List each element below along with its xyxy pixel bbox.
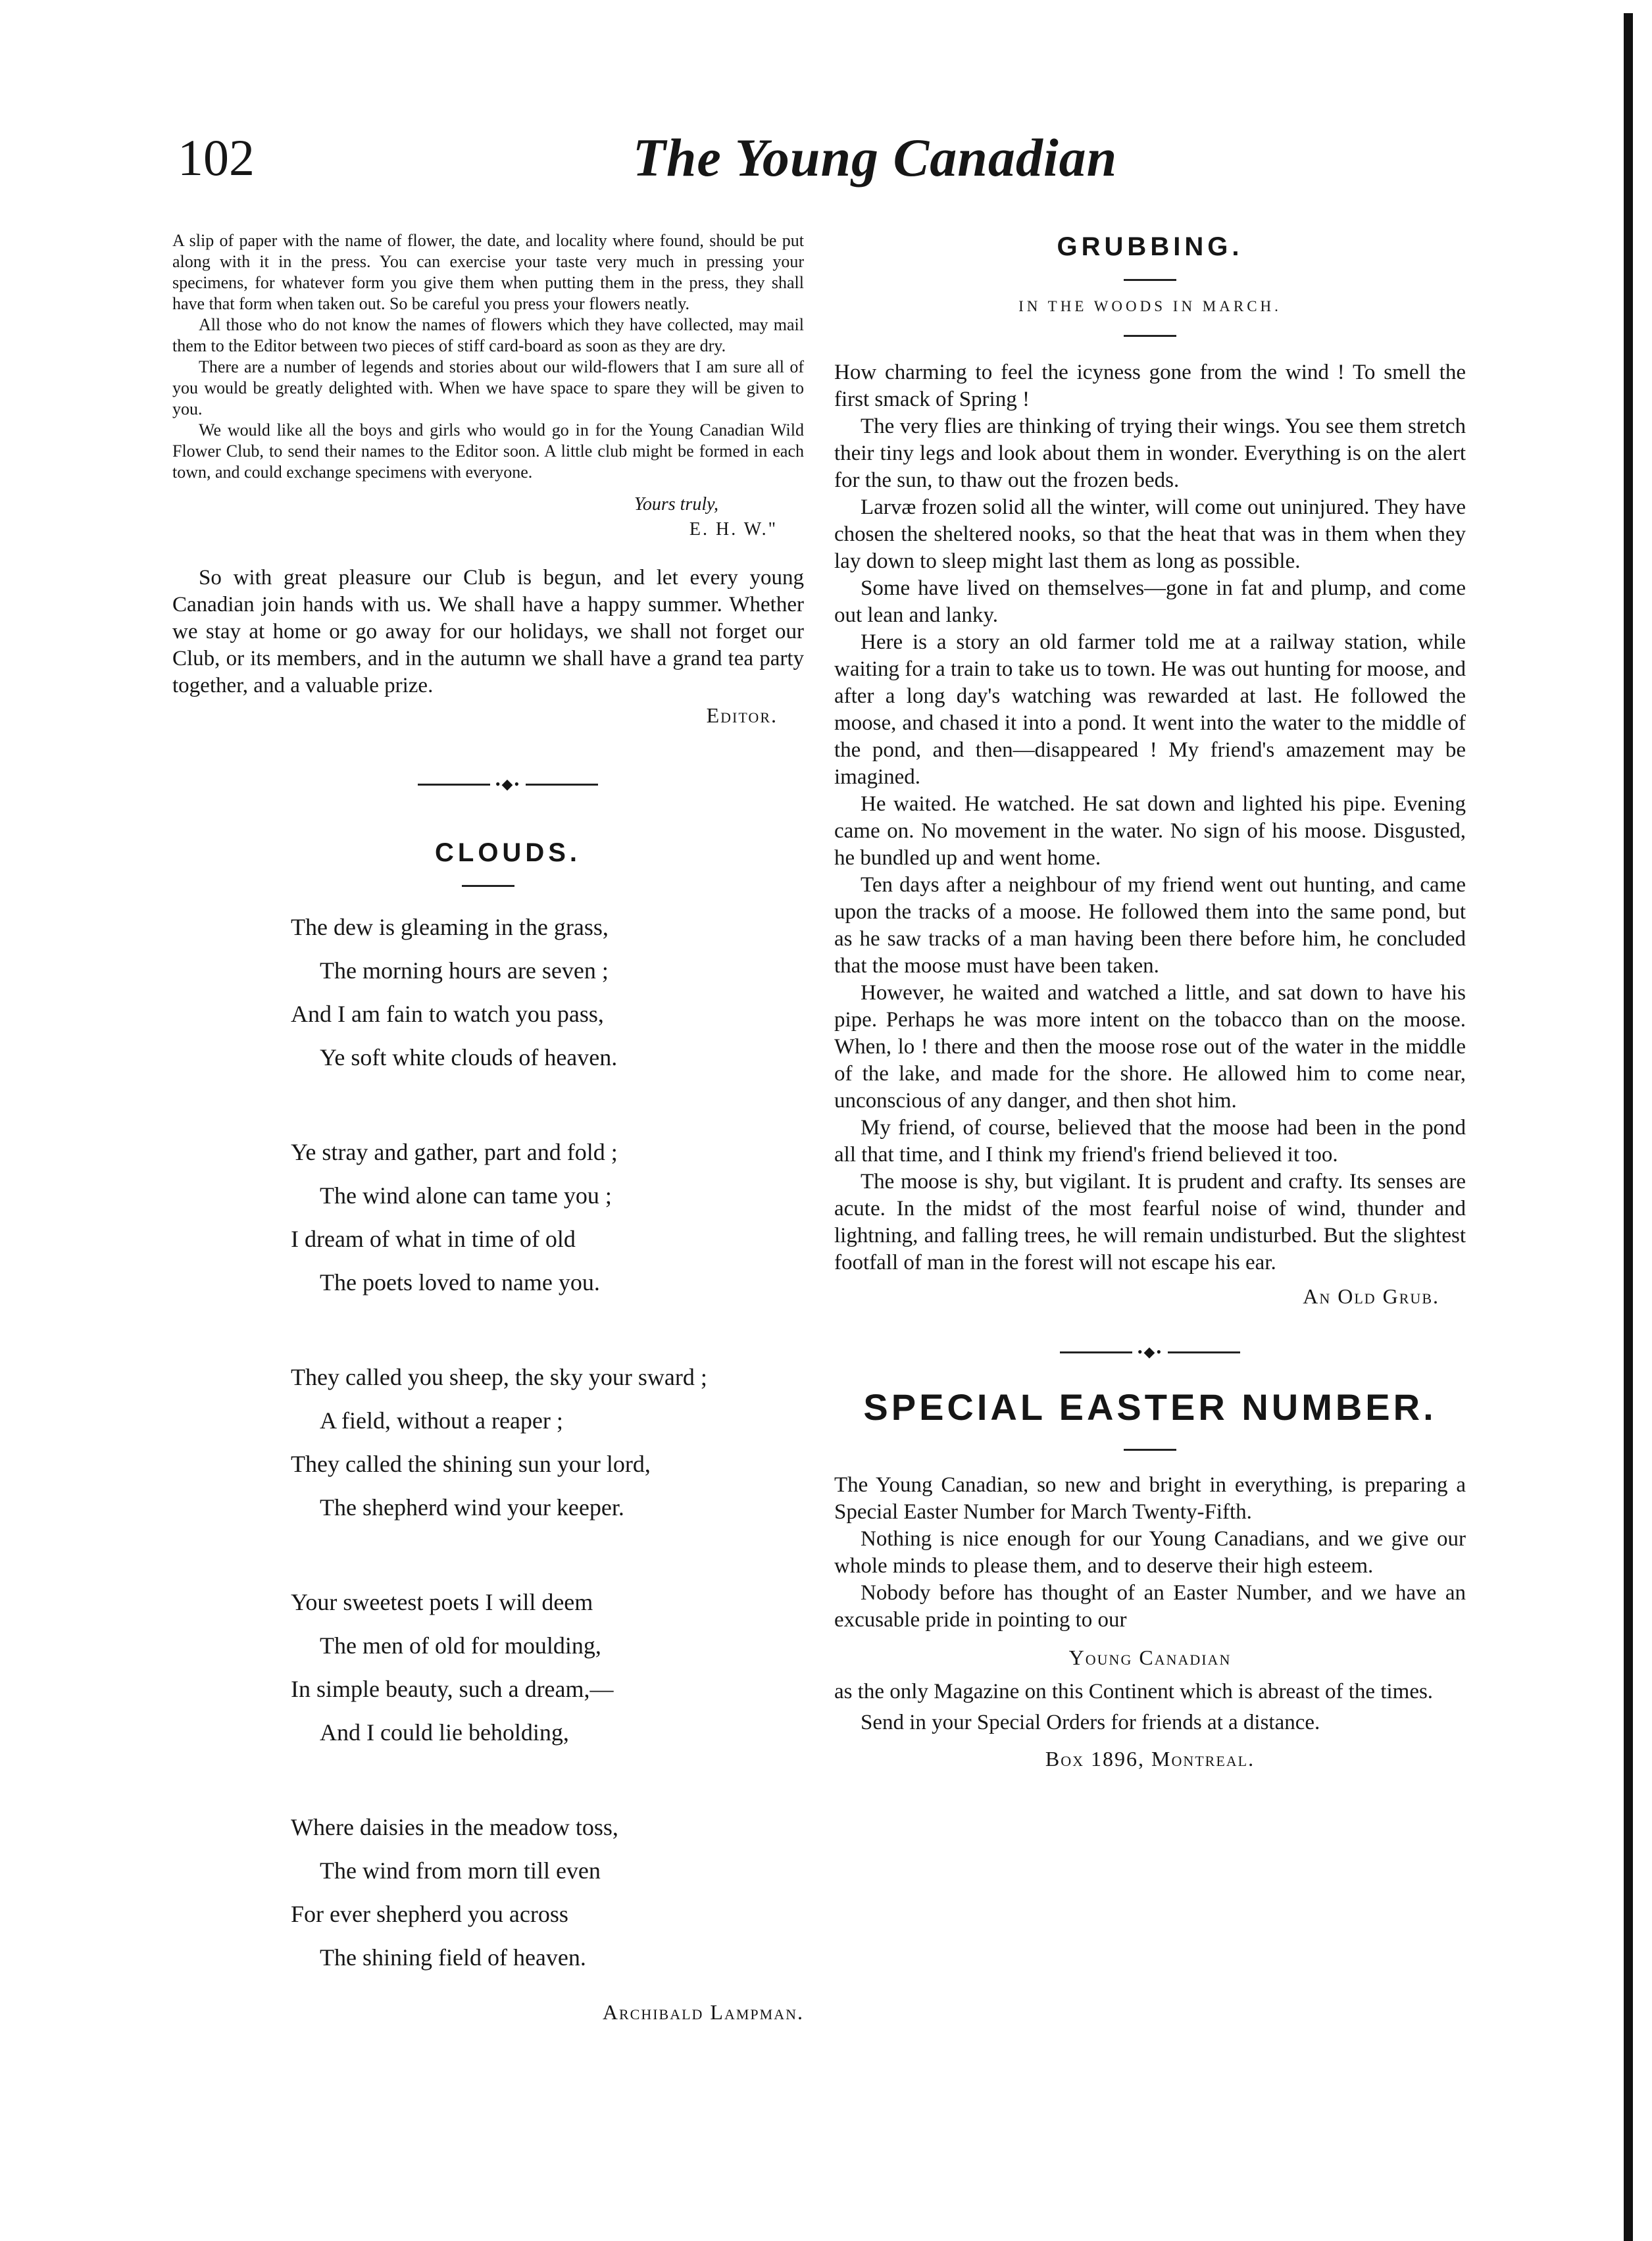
title-rule <box>462 885 514 887</box>
special-paragraph: The Young Canadian, so new and bright in everything, is preparing a Special Easter Number for March Twenty-Fifth. <box>834 1473 1466 1524</box>
poem-stanza <box>291 905 804 1079</box>
letter-closing: Yours truly, <box>634 494 718 515</box>
left-column <box>172 230 804 2025</box>
letter-paragraph: We would like all the boys and girls who would go in for the Young Canadian Wild Flower Club, to send their names to the Editor soon. A little club might be formed in each town, and could exchange specimens with everyone. <box>172 420 804 482</box>
poem-line: The shining field of heaven. <box>320 1944 586 1971</box>
poem-line: Your sweetest poets I will deem <box>291 1589 593 1615</box>
divider-line <box>526 784 598 786</box>
article-title-grubbing: GRUBBING. <box>1057 232 1243 261</box>
letter-paragraph: All those who do not know the names of flowers which they have collected, may mail them to the Editor between two pieces of stiff card-board as soon as they are dry. <box>172 315 804 355</box>
poem-line: Ye stray and gather, part and fold ; <box>291 1139 618 1165</box>
poem-line: They called the shining sun your lord, <box>291 1451 651 1477</box>
article-paragraph: How charming to feel the icyness gone from the wind ! To smell the first smack of Spring ! <box>834 361 1466 411</box>
section-divider-ornament <box>834 1342 1466 1362</box>
ornament-icon: •◆• <box>1137 1344 1163 1360</box>
poem-line: And I could lie beholding, <box>320 1719 569 1746</box>
poem-line: A field, without a reaper ; <box>320 1407 563 1434</box>
article-paragraph: My friend, of course, believed that the moose had been in the pond all that time, and I think my friend's friend believed it too. <box>834 1116 1466 1167</box>
masthead-title: The Young Canadian <box>632 128 1118 188</box>
poem-stanza <box>291 1130 804 1304</box>
poem-line: Where daisies in the meadow toss, <box>291 1814 618 1840</box>
poem-line: They called you sheep, the sky your sward ; <box>291 1364 707 1390</box>
special-paragraph: Send in your Special Orders for friends at a distance. <box>861 1711 1320 1734</box>
article-paragraph: Some have lived on themselves—gone in fat and plump, and come out lean and lanky. <box>834 576 1466 627</box>
special-paragraph: Nothing is nice enough for our Young Canadians, and we give our whole minds to please them, and to deserve their high esteem. <box>834 1527 1466 1578</box>
page-edge-border <box>1624 13 1633 2241</box>
title-rule <box>1124 279 1176 281</box>
poem-line: The poets loved to name you. <box>320 1269 600 1296</box>
special-easter-title: SPECIAL EASTER NUMBER. <box>863 1386 1437 1428</box>
poem-stanza <box>291 1805 804 1979</box>
poem-stanza <box>291 1355 804 1529</box>
special-paragraph: Nobody before has thought of an Easter Number, and we have an excusable pride in pointing to our <box>834 1581 1466 1632</box>
article-paragraph: The very flies are thinking of trying their wings. You see them stretch their tiny legs and look about them in wonder. Everything is on the alert for the sun, to thaw out the frozen beds. <box>834 415 1466 492</box>
poem-line: The men of old for moulding, <box>320 1632 601 1659</box>
centered-magazine-name: Young Canadian <box>1068 1646 1232 1669</box>
editor-note: So with great pleasure our Club is begun, and let every young Canadian join hands with us. We shall have a happy summer. Whether we stay at home or go away for our holidays, we shall not forget our Club, or its members, and in the autumn we shall have a grand tea party together, and a valuable prize. <box>172 566 804 697</box>
title-rule <box>1124 1449 1176 1451</box>
right-column <box>834 230 1466 1773</box>
special-easter-body <box>834 1472 1466 1773</box>
article-paragraph: The moose is shy, but vigilant. It is prudent and crafty. Its senses are acute. In the midst of the most fearful noise of wind, thunder and lightning, and falling trees, he will remain undisturbed. But the slightest footfall of man in the forest will not escape his ear. <box>834 1170 1466 1274</box>
divider-line <box>418 784 490 786</box>
ornament-icon: •◆• <box>495 776 521 792</box>
poem-line: For ever shepherd you across <box>291 1901 568 1927</box>
section-divider-ornament <box>212 774 804 794</box>
letter-initials: E. H. W." <box>689 519 778 540</box>
article-paragraph: However, he waited and watched a little, and sat down to have his pipe. Perhaps he was more intent on the tobacco than on the moose. When, lo ! there and then the moose rose out of the water in the middle of the lake, and made for the shore. He allowed him to come near, unconscious of any danger, and then shot him. <box>834 981 1466 1113</box>
article-paragraph: Ten days after a neighbour of my friend went out hunting, and came upon the tracks of a moose. He followed them into the same pond, but as he saw tracks of a man having been there before him, he concluded that the moose must have been taken. <box>834 873 1466 978</box>
letter-paragraph: A slip of paper with the name of flower, the date, and locality where found, should be put along with it in the press. You can exercise your taste very much in pressing your specimens, for whatever form you give them when putting them in the press, they shall have that form when taken out. So be careful you press your flowers neatly. <box>172 231 804 313</box>
divider-line <box>1060 1351 1132 1353</box>
poem-line: The shepherd wind your keeper. <box>320 1494 624 1521</box>
poem-stanza <box>291 1580 804 1754</box>
poem-line: The wind alone can tame you ; <box>320 1182 612 1209</box>
letter-paragraph: There are a number of legends and stories about our wild-flowers that I am sure all of you would be greatly delighted with. When we have space to spare they will be given to you. <box>172 357 804 418</box>
mailing-address: Box 1896, Montreal. <box>1045 1747 1255 1771</box>
special-paragraph: as the only Magazine on this Continent which is abreast of the times. <box>834 1680 1434 1703</box>
poem-line: The dew is gleaming in the grass, <box>291 914 609 940</box>
editor-signature: Editor. <box>706 703 778 727</box>
poem-line: The wind from morn till even <box>320 1857 601 1884</box>
page-number: 102 <box>178 129 255 186</box>
poem-line: The morning hours are seven ; <box>320 957 609 984</box>
poem-title: CLOUDS. <box>435 838 581 867</box>
article-signature: An Old Grub. <box>1303 1284 1439 1308</box>
grubbing-article-body <box>834 359 1466 1276</box>
subtitle-rule <box>1124 335 1176 337</box>
article-paragraph: Here is a story an old farmer told me at a railway station, while waiting for a train to take us to town. He was out hunting for moose, and after a long day's watching was rewarded at last. He followed the moose, and chased it into a pond. It went into the water to the middle of the pond, and then—disappeared ! My friend's amazement may be imagined. <box>834 630 1466 789</box>
article-subtitle: IN THE WOODS IN MARCH. <box>1018 298 1282 315</box>
page-header <box>178 125 1487 204</box>
poem-line: I dream of what in time of old <box>291 1226 576 1252</box>
letter-section <box>172 230 804 542</box>
poem-line: And I am fain to watch you pass, <box>291 1001 604 1027</box>
article-paragraph: He waited. He watched. He sat down and lighted his pipe. Evening came on. No movement in the water. No sign of his moose. Disgusted, he bundled up and went home. <box>834 792 1466 870</box>
poem-line: Ye soft white clouds of heaven. <box>320 1044 618 1070</box>
poem-line: In simple beauty, such a dream,— <box>291 1676 614 1702</box>
divider-line <box>1168 1351 1240 1353</box>
poem-clouds <box>291 905 804 1979</box>
article-paragraph: Larvæ frozen solid all the winter, will come out uninjured. They have chosen the sheltered nooks, so that the heat that was in them when they lay down to sleep might last them as long as possible. <box>834 495 1466 573</box>
poem-author: Archibald Lampman. <box>602 2000 804 2024</box>
